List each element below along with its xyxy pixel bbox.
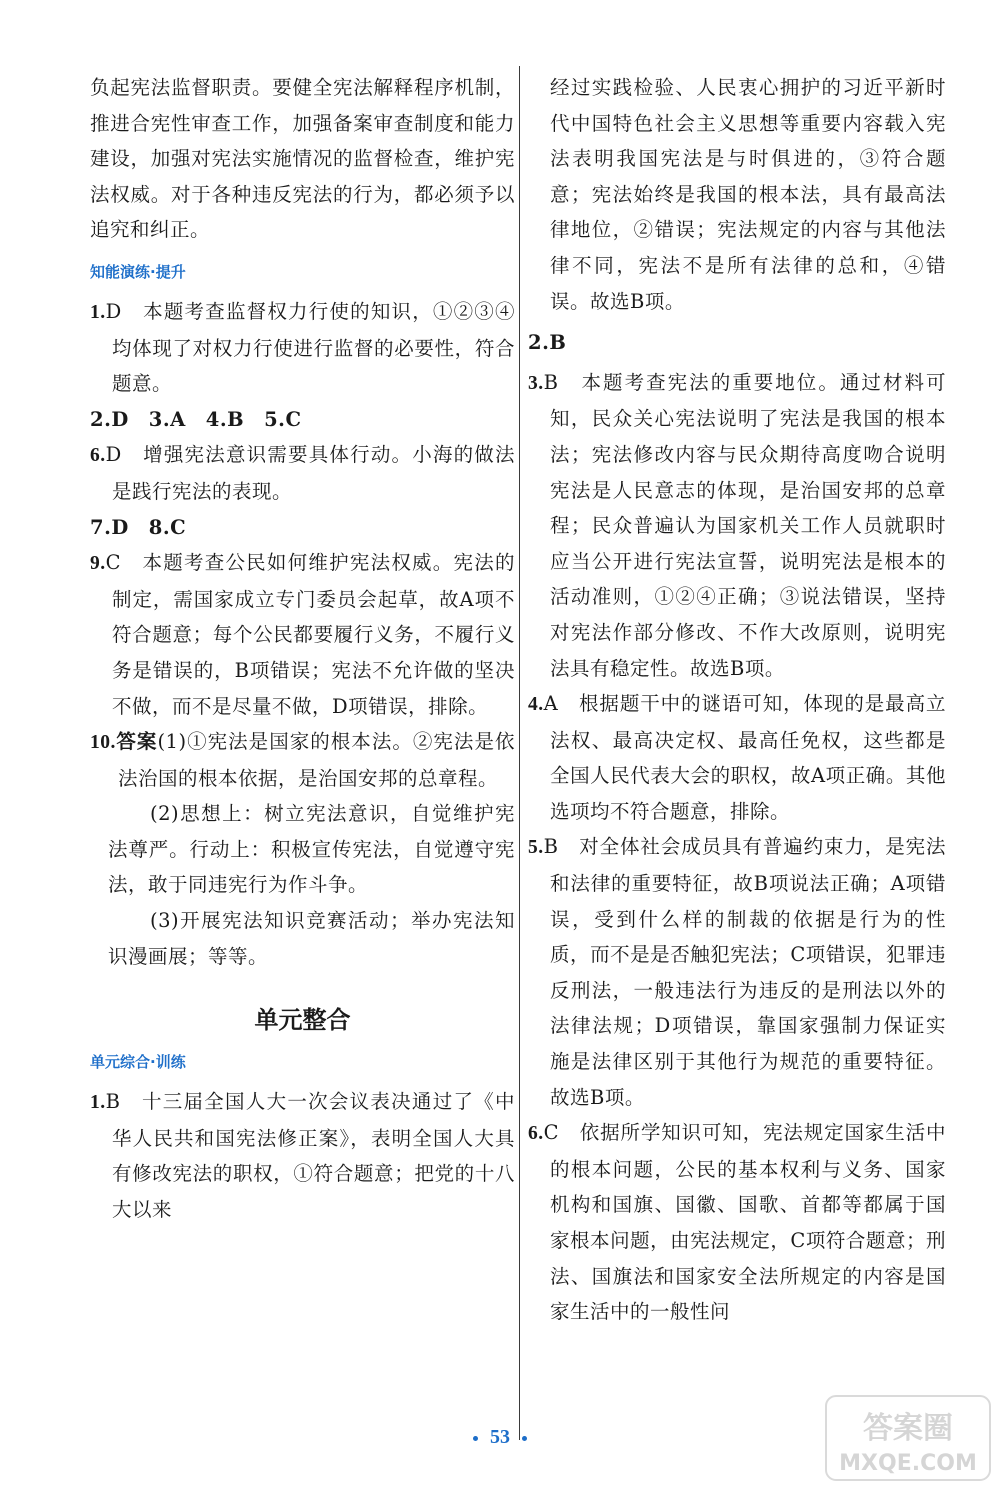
unit-answer-item-6 (528, 1115, 946, 1330)
unit-title: 单元整合 (254, 1006, 351, 1035)
answer-text: B 十三届全国人大一次会议表决通过了《中华人民共和国宪法修正案》，表明全国人大具有修改宪法的职权，①符合题意；把党的十八大以来 (105, 1090, 515, 1222)
section-heading-practice: 知能演练·提升 (90, 262, 186, 281)
answer-number: 1. (90, 301, 106, 323)
column-divider (519, 66, 520, 1440)
watermark-logo-icon (824, 1394, 992, 1482)
bullet-dot-icon (522, 1436, 527, 1441)
answer-text: A 根据题干中的谜语可知，体现的是最高立法权、最高决定权、最高任免权，这些都是全国人民代表大会的职权，故A项正确。其他选项均不符合题意，排除。 (543, 692, 946, 823)
answer-text: B 本题考查宪法的重要地位。通过材料可知，民众关心宪法说明了宪法是我国的根本法；宪法修改内容与民众期待高度吻合说明宪法是人民意志的体现，是治国安邦的总章程；民众普遍认为国家机关工作人员就职时应当公开进行宪法宣誓，说明宪法是根本的活动准则，①②④正确；③说法错误，坚持对宪法作部分修改、不作大改原则，说明宪法具有稳定性。故选B项。 (543, 370, 946, 680)
answer-label: 答案 (115, 730, 158, 754)
answer-number: 5. (528, 837, 544, 859)
right-column (528, 70, 946, 1330)
unit-answer-item-3 (528, 365, 946, 686)
unit-answer-item-5 (528, 829, 946, 1115)
unit-answer-item-4 (528, 686, 946, 829)
answer-10-part-3: (3)开展宪法知识竞赛活动；举办宪法知识漫画展；等等。 (108, 909, 515, 968)
watermark-top: 答案圈 (863, 1411, 953, 1446)
watermark-bottom: MXQE.COM (839, 1451, 977, 1476)
section-heading-unit-training: 单元综合·训练 (90, 1053, 186, 1072)
answer-number: 6. (90, 445, 106, 467)
answer-number: 6. (528, 1123, 544, 1145)
unit-answer-item-2: 2.B (528, 331, 567, 355)
answer-text: D 增强宪法意识需要具体行动。小海的做法是践行宪法的表现。 (105, 443, 515, 503)
answer-number: 1. (90, 1092, 106, 1114)
page-number-text: 53 (490, 1426, 510, 1448)
answer-text: C 本题考查公民如何维护宪法权威。宪法的制定，需国家成立专门委员会起草，故A项不符合题意；每个公民都要履行义务，不履行义务是错误的，B项错误；宪法不允许做的坚决不做，而不是尽量不做，D项错误，排除。 (105, 551, 515, 718)
answer-number: 9. (90, 553, 106, 575)
answer-item-10 (90, 724, 515, 796)
answer-number: 4. (528, 694, 544, 716)
unit-answer-item-1 (90, 1084, 515, 1227)
answer-item-6 (90, 437, 515, 509)
answer-text: C 依据所学知识可知，宪法规定国家生活中的根本问题，公民的基本权利与义务、国家机构和国旗、国徽、国歌、首都等都属于国家根本问题，由宪法规定，C项符合题意；刑法、国旗法和国家安全法所规定的内容是国家生活中的一般性问 (543, 1121, 946, 1324)
answer-text: (1)①宪法是国家的根本法。②宪法是依法治国的根本依据，是治国安邦的总章程。 (118, 730, 515, 790)
unit-answer-1-continued: 经过实践检验、人民衷心拥护的习近平新时代中国特色社会主义思想等重要内容载入宪法表明我国宪法是与时俱进的，③符合题意；宪法始终是我国的根本法，具有最高法律地位，②错误；宪法规定的内容与其他法律不同，宪法不是所有法律的总和，④错误。故选B项。 (550, 76, 946, 313)
answer-items-2-5: 2.D 3.A 4.B 5.C (90, 407, 302, 431)
answer-text: B 对全体社会成员具有普遍约束力，是宪法和法律的重要特征，故B项说法正确；A项错误，受到什么样的制裁的依据是行为的性质，而不是是否触犯宪法；C项错误，犯罪违反刑法，一般违法行为违反的是刑法以外的法律法规；D项错误，靠国家强制力保证实施是法律区别于其他行为规范的重要特征。故选B项。 (543, 835, 946, 1109)
bullet-dot-icon (473, 1436, 478, 1441)
answer-text: D 本题考查监督权力行使的知识，①②③④均体现了对权力行使进行监督的必要性，符合题意。 (105, 299, 515, 396)
answer-item-1 (90, 294, 515, 402)
intro-paragraph: 负起宪法监督职责。要健全宪法解释程序机制，推进合宪性审查工作，加强备案审查制度和能力建设，加强对宪法实施情况的监督检查，维护宪法权威。对于各种违反宪法的行为，都必须予以追究和纠正。 (90, 76, 515, 242)
answer-10-part-2: (2)思想上：树立宪法意识，自觉维护宪法尊严。行动上：积极宣传宪法，自觉遵守宪法，敢于同违宪行为作斗争。 (108, 802, 515, 897)
answer-number: 10. (90, 732, 116, 754)
left-column (90, 70, 515, 1228)
answer-number: 3. (528, 372, 544, 394)
answer-items-7-8: 7.D 8.C (90, 515, 187, 539)
answer-item-9 (90, 545, 515, 724)
